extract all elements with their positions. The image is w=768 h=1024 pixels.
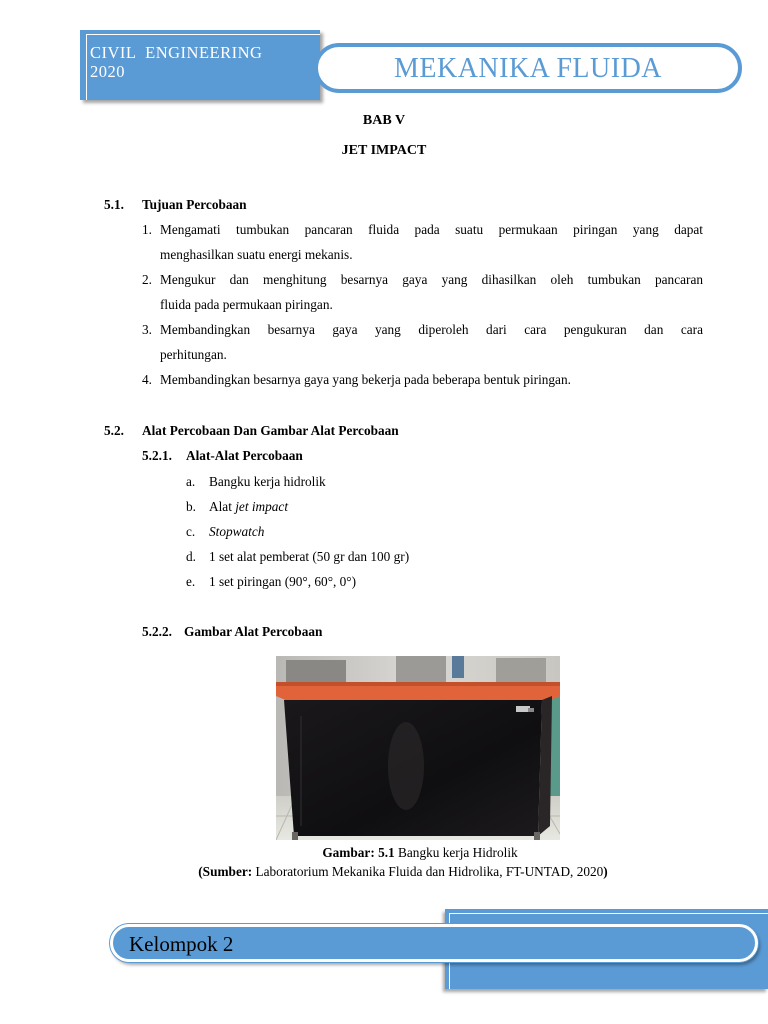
course-title: MEKANIKA FLUIDA xyxy=(393,53,663,84)
subsection-2-title: Gambar Alat Percobaan xyxy=(184,624,323,639)
list-item-text: 1 set piringan (90°, 60°, 0°) xyxy=(209,574,357,589)
list-item-text: Bangku kerja hidrolik xyxy=(209,474,326,489)
list-item-letter: c. xyxy=(186,524,196,539)
section-1-title: Tujuan Percobaan xyxy=(142,197,247,212)
header-department-text xyxy=(90,43,262,81)
list-item-text xyxy=(209,524,264,540)
chapter-number: BAB V xyxy=(362,113,406,128)
list-item-number: 2. xyxy=(142,272,152,287)
list-item-text-italic: jet impact xyxy=(235,499,289,514)
section-2-number: 5.2. xyxy=(104,423,124,438)
figure-source xyxy=(0,864,768,880)
header-department-box xyxy=(80,30,320,100)
hydraulic-bench-image xyxy=(276,656,560,840)
figure-caption-text: Bangku kerja Hidrolik xyxy=(394,845,518,860)
figure-caption xyxy=(0,845,768,861)
list-item-letter: d. xyxy=(186,549,196,564)
list-item-text-continued: perhitungan. xyxy=(160,347,227,362)
list-item-letter: b. xyxy=(186,499,196,514)
list-item-number: 1. xyxy=(142,222,152,237)
chapter-title: JET IMPACT xyxy=(341,143,427,158)
section-2-title: Alat Percobaan Dan Gambar Alat Percobaan xyxy=(142,423,399,438)
list-item-text: 1 set alat pemberat (50 gr dan 100 gr) xyxy=(209,549,410,564)
subsection-2-number: 5.2.2. xyxy=(142,624,172,639)
list-item-text: Mengamati tumbukan pancaran fluida pada suatu permukaan piringan yang dapat xyxy=(160,222,703,237)
list-item-letter: e. xyxy=(186,574,196,589)
footer-group-label: Kelompok 2 xyxy=(129,932,234,956)
list-item-text: Membandingkan besarnya gaya yang diperoleh dari cara pengukuran dan cara xyxy=(160,322,703,337)
section-1-number: 5.1. xyxy=(104,197,124,212)
subsection-1-title: Alat-Alat Percobaan xyxy=(186,448,303,463)
figure-label: Gambar: 5.1 xyxy=(322,845,395,860)
figure-source-close: ) xyxy=(603,864,608,879)
hydraulic-bench-photo xyxy=(276,656,560,840)
figure-source-text: Laboratorium Mekanika Fluida dan Hidrolika, FT-UNTAD, 2020 xyxy=(252,864,604,879)
list-item-text-continued: menghasilkan suatu energi mekanis. xyxy=(160,247,353,262)
list-item-letter: a. xyxy=(186,474,196,489)
figure-source-open: (Sumber: xyxy=(198,864,253,879)
header-dept-line1: CIVIL ENGINEERING xyxy=(90,43,263,62)
list-item-text: Mengukur dan menghitung besarnya gaya yang dihasilkan oleh tumbukan pancaran xyxy=(160,272,703,287)
list-item-text-continued: fluida pada permukaan piringan. xyxy=(160,297,333,312)
list-item-text: Membandingkan besarnya gaya yang bekerja pada beberapa bentuk piringan. xyxy=(160,372,571,387)
list-item-text-plain: Alat xyxy=(209,499,236,514)
list-item-number: 4. xyxy=(142,372,152,387)
footer-group-banner xyxy=(110,924,758,962)
list-item-text-italic: Stopwatch xyxy=(209,524,265,539)
header-title-banner xyxy=(314,43,742,93)
list-item-text xyxy=(209,499,288,515)
header-dept-line2: 2020 xyxy=(90,62,125,81)
list-item-number: 3. xyxy=(142,322,152,337)
subsection-1-number: 5.2.1. xyxy=(142,448,172,463)
